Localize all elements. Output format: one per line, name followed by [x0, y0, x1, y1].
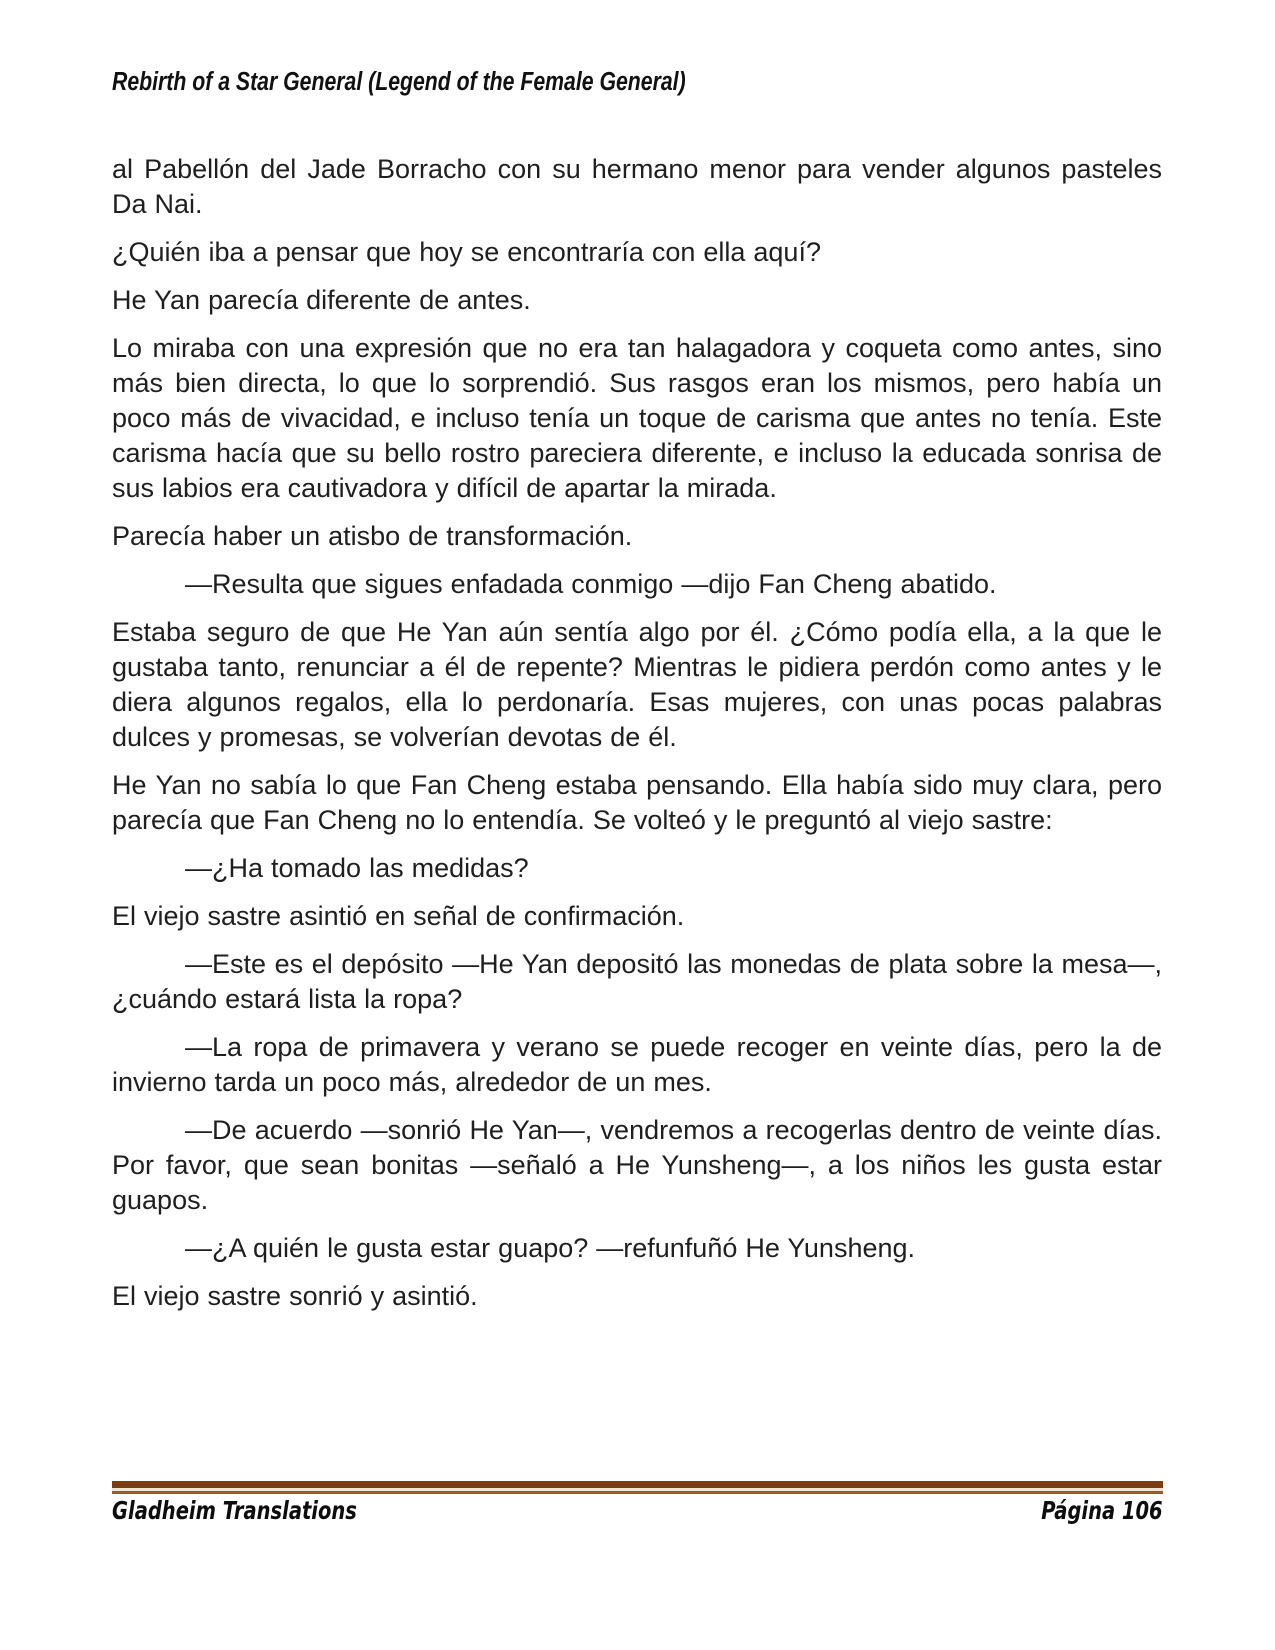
paragraph: ¿Quién iba a pensar que hoy se encontraría con ella aquí? — [112, 237, 821, 267]
paragraph-dialogue: —¿Ha tomado las medidas? — [185, 853, 529, 883]
footer-translator-credit: Gladheim Translations — [112, 1496, 357, 1525]
footer-page-number: Página 106 — [1041, 1496, 1163, 1525]
footer-rule-mid-band — [112, 1491, 1163, 1494]
paragraph-dialogue: —¿A quién le gusta estar guapo? —refunfuñó He Yunsheng. — [185, 1233, 916, 1263]
paragraph-dialogue: —Resulta que sigues enfadada conmigo —dijo Fan Cheng abatido. — [185, 569, 997, 599]
paragraph: He Yan parecía diferente de antes. — [112, 285, 531, 315]
paragraph-dialogue: —La ropa de primavera y verano se puede recoger en veinte días, pero la de invierno tarda un poco más, alrededor de un mes. — [112, 1032, 1162, 1097]
paragraph: Estaba seguro de que He Yan aún sentía algo por él. ¿Cómo podía ella, a la que le gustaba tanto, renunciar a él de repente? Mientras le pidiera perdón como antes y le diera algunos regalos, ella lo perdonaría. Esas mujeres, con unas pocas palabras dulces y promesas, se volverían devotas de él. — [112, 617, 1162, 752]
footer-divider-rule — [112, 1481, 1163, 1494]
paragraph: El viejo sastre sonrió y asintió. — [112, 1281, 478, 1311]
paragraph: He Yan no sabía lo que Fan Cheng estaba pensando. Ella había sido muy clara, pero parecía que Fan Cheng no lo entendía. Se volteó y le preguntó al viejo sastre: — [112, 770, 1162, 835]
paragraph-dialogue: —Este es el depósito —He Yan depositó las monedas de plata sobre la mesa—, ¿cuándo estará lista la ropa? — [112, 949, 1162, 1014]
footer-rule-dark-band — [112, 1481, 1163, 1488]
page-body-text — [112, 152, 1162, 1327]
paragraph-dialogue: —De acuerdo —sonrió He Yan—, vendremos a recogerlas dentro de veinte días. Por favor, que sean bonitas —señaló a He Yunsheng—, a los niños les gusta estar guapos. — [112, 1115, 1162, 1215]
page-footer — [112, 1496, 1163, 1525]
paragraph: Lo miraba con una expresión que no era tan halagadora y coqueta como antes, sino más bien directa, lo que lo sorprendió. Sus rasgos eran los mismos, pero había un poco más de vivacidad, e incluso tenía un toque de carisma que antes no tenía. Este carisma hacía que su bello rostro pareciera diferente, e incluso la educada sonrisa de sus labios era cautivadora y difícil de apartar la mirada. — [112, 333, 1162, 503]
page-header-title: Rebirth of a Star General (Legend of the Female General) — [112, 68, 686, 96]
paragraph: El viejo sastre asintió en señal de confirmación. — [112, 901, 685, 931]
paragraph: Parecía haber un atisbo de transformación. — [112, 521, 633, 551]
paragraph: al Pabellón del Jade Borracho con su hermano menor para vender algunos pasteles Da Nai. — [112, 154, 1162, 219]
